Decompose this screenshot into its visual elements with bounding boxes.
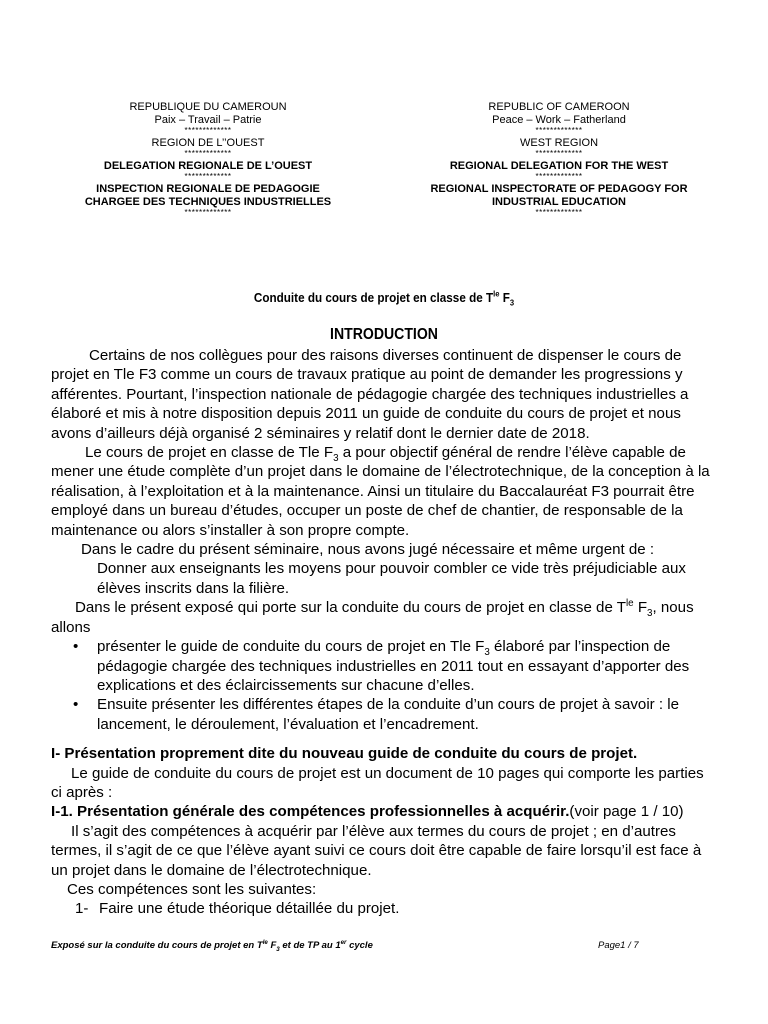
inspection-fr-line1: INSPECTION REGIONALE DE PEDAGOGIE: [96, 183, 320, 195]
separator-stars: *************: [535, 208, 583, 217]
separator-stars: *************: [184, 126, 232, 135]
separator-stars: *************: [184, 208, 232, 217]
section-1-1-intro: Ces compétences sont les suivantes:: [67, 880, 317, 898]
plan-bullet-list: [51, 637, 716, 734]
separator-stars: *************: [535, 126, 583, 135]
separator-stars: *************: [184, 172, 232, 181]
introduction-heading: INTRODUCTION: [330, 326, 438, 343]
paragraph-plan: Dans le présent exposé qui porte sur la conduite du cours de projet en classe de $T^{le}$ $F_3$, nous allons: [51, 598, 694, 636]
separator-stars: *************: [184, 149, 232, 158]
page-number: Page1 / 7: [598, 940, 639, 951]
delegation-fr: DELEGATION REGIONALE DE L’OUEST: [103, 160, 313, 172]
paragraph-seminar: Dans le cadre du présent séminaire, nous avons jugé nécessaire et même urgent de :: [81, 541, 655, 559]
motto-fr: Paix – Travail – Patrie: [154, 114, 262, 126]
separator-stars: *************: [535, 172, 583, 181]
separator-stars: *************: [535, 149, 583, 158]
section-1-1-text: Il s’agit des compétences à acquérir par l’élève aux termes du cours de projet ; en d’autres termes, il s’agit de ce que l’élève ayant suivi ce cours doit être capable de faire lorsqu’il est face à un projet dans le domaine de l’électrotechnique.: [51, 822, 702, 879]
header-right-block: [394, 101, 724, 217]
country-name-fr: REPUBLIQUE DU CAMEROUN: [129, 101, 287, 113]
document-title: Conduite du cours de projet en classe de $T^{le}$ $F_3$: [253, 288, 515, 308]
inspection-fr-line2: CHARGEE DES TECHNIQUES INDUSTRIELLES: [84, 196, 332, 208]
list-item: 1- Faire une étude théorique détaillée du projet.: [75, 900, 400, 918]
region-fr: REGION DE L’’OUEST: [151, 137, 265, 149]
footer-text: Exposé sur la conduite du cours de projet en $T^{le}$ $F_3$ et de TP au 1er cycle: [51, 938, 373, 953]
region-en: WEST REGION: [519, 137, 599, 149]
section-1-text: Le guide de conduite du cours de projet est un document de 10 pages qui comporte les parties ci après :: [51, 764, 704, 801]
bullet-icon: •: [73, 696, 79, 714]
bullet-icon: •: [73, 638, 79, 656]
paragraph-intro: Certains de nos collègues pour des raisons diverses continuent de dispenser le cours de projet en Tle F3 comme un cours de travaux pratique au point de demander les progressions y afférentes. Pourtant, l’inspection nationale de pédagogie chargée des techniques industrielles a élaboré et mis à notre disposition depuis 2011 un guide de conduite du cours de projet et nous avons d’ailleurs déjà organisé 2 séminaires y relatif dont le dernier date de 2018.: [51, 347, 689, 442]
paragraph-goal: Donner aux enseignants les moyens pour pouvoir combler ce vide très préjudiciable aux élèves inscrits dans la filière.: [97, 560, 686, 597]
list-item: • Ensuite présenter les différentes étapes de la conduite d’un cours de projet à savoir : le lancement, le déroulement, l’évaluation et l’encadrement.: [73, 696, 680, 733]
list-item: • présenter le guide de conduite du cours de projet en Tle $F_3$ élaboré par l’inspection de pédagogie chargée des techniques industrielles en 2011 tout en essayant d’apporter des explications et des éclaircissements sur chacune d’elles.: [73, 638, 690, 694]
delegation-en: REGIONAL DELEGATION FOR THE WEST: [449, 160, 669, 172]
inspection-en-line2: INDUSTRIAL EDUCATION: [491, 196, 627, 208]
country-name-en: REPUBLIC OF CAMEROON: [488, 101, 630, 113]
document-body: [51, 346, 716, 919]
header-left-block: [43, 101, 373, 217]
section-1-1-heading: I-1. Présentation générale des compétences professionnelles à acquérir.(voir page 1 / 10): [51, 803, 684, 821]
inspection-en-line1: REGIONAL INSPECTORATE OF PEDAGOGY FOR: [430, 183, 688, 195]
paragraph-objective: Le cours de projet en classe de Tle $F_3$ a pour objectif général de rendre l’élève capable de mener une étude complète d’un projet dans le domaine de l’électrotechnique, de la conception à la réalisation, à l’exploitation et à la maintenance. Ainsi un titulaire du Baccalauréat F3 pourrait être employé dans un bureau d’études, occuper un poste de chef de chantier, de responsable de la maintenance ou alors s’installer à son propre compte.: [51, 444, 710, 539]
section-1-heading: I- Présentation proprement dite du nouveau guide de conduite du cours de projet.: [51, 745, 638, 763]
motto-en: Peace – Work – Fatherland: [492, 114, 626, 126]
